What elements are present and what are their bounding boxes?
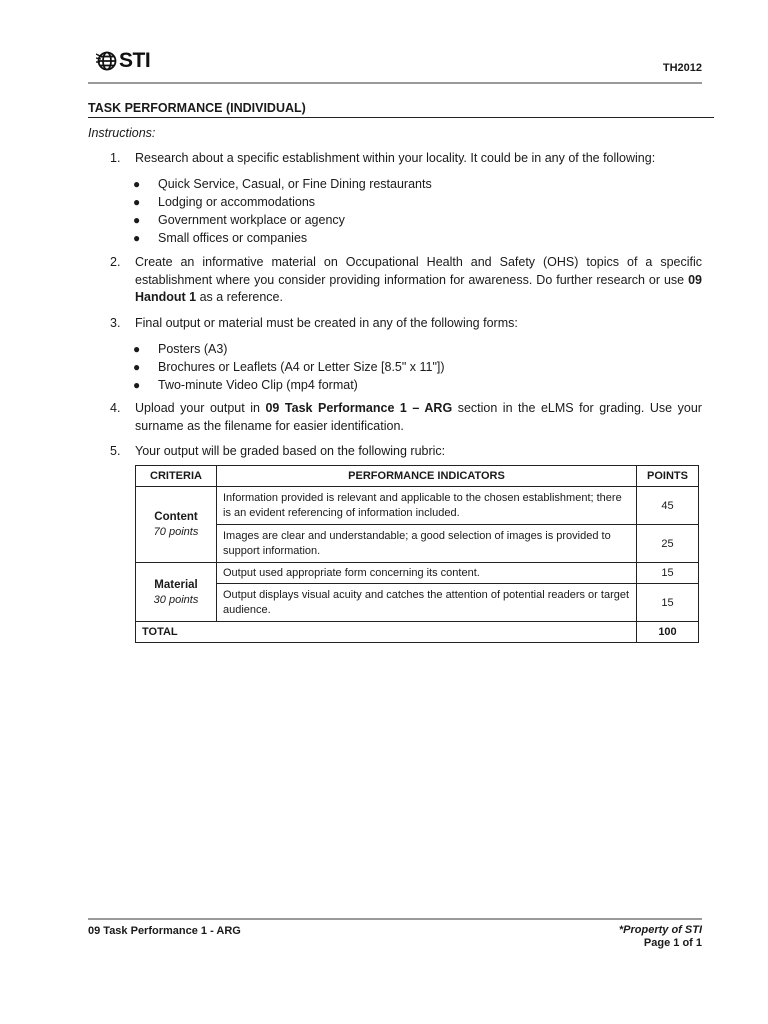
table-header-row bbox=[136, 466, 699, 487]
indicator-cell: Output used appropriate form concerning its content. bbox=[217, 563, 637, 584]
list-item: ● Lodging or accommodations bbox=[132, 194, 692, 212]
title-bar bbox=[88, 100, 714, 118]
table-row bbox=[136, 525, 699, 563]
criteria-content bbox=[136, 487, 217, 563]
globe-icon bbox=[96, 50, 118, 72]
bullet-icon: ● bbox=[133, 213, 141, 227]
page-title: TASK PERFORMANCE (INDIVIDUAL) bbox=[88, 101, 306, 115]
list-item: ● Two-minute Video Clip (mp4 format) bbox=[132, 377, 692, 395]
establishment-list bbox=[132, 176, 692, 248]
footer-right bbox=[619, 924, 702, 950]
criteria-name: Content bbox=[154, 511, 198, 523]
logo-text: STI bbox=[119, 49, 151, 72]
item-text: Create an informative material on Occupational Health and Safety (OHS) topics of a specific establishment where you consider providing information for awareness. Do further research or use 09 Handout 1 as a reference. bbox=[135, 255, 702, 304]
criteria-points: 70 points bbox=[153, 526, 199, 538]
criteria-points: 30 points bbox=[153, 593, 199, 606]
indicator-cell: Output displays visual acuity and catches the attention of potential readers or target audience. bbox=[217, 584, 637, 622]
table-total-row bbox=[136, 622, 699, 643]
criteria-name: Material bbox=[154, 578, 198, 591]
bullet-icon: ● bbox=[133, 195, 141, 209]
points-cell: 45 bbox=[637, 487, 699, 525]
sti-logo bbox=[96, 48, 150, 74]
item-number: 3. bbox=[110, 316, 121, 330]
table-row bbox=[136, 487, 699, 525]
page-footer bbox=[88, 918, 702, 949]
handout-reference: 09 Handout 1 bbox=[135, 272, 702, 304]
criteria-material bbox=[136, 563, 217, 622]
list-item: ● Quick Service, Casual, or Fine Dining restaurants bbox=[132, 176, 692, 194]
property-notice: *Property of STI bbox=[618, 924, 702, 936]
item-text: Your output will be graded based on the following rubric: bbox=[135, 444, 446, 458]
column-header-points: POINTS bbox=[637, 466, 699, 487]
list-item: ● Small offices or companies bbox=[132, 230, 692, 248]
bullet-icon: ● bbox=[133, 177, 141, 191]
column-header-indicators: PERFORMANCE INDICATORS bbox=[217, 466, 637, 487]
output-forms-list bbox=[132, 341, 692, 395]
rubric-table bbox=[135, 465, 699, 643]
instruction-item-2 bbox=[110, 254, 702, 307]
bullet-icon: ● bbox=[133, 360, 141, 374]
total-label: TOTAL bbox=[136, 622, 637, 643]
column-header-criteria: CRITERIA bbox=[136, 466, 217, 487]
item-number: 2. bbox=[110, 255, 121, 269]
instruction-item-4 bbox=[110, 400, 702, 435]
table-row bbox=[136, 584, 699, 622]
list-item: ● Posters (A3) bbox=[132, 341, 692, 359]
instruction-item-3 bbox=[110, 315, 702, 333]
indicator-cell: Images are clear and understandable; a good selection of images is provided to support information. bbox=[217, 525, 637, 563]
points-cell: 15 bbox=[637, 563, 699, 584]
table-row bbox=[136, 563, 699, 584]
instructions-label: Instructions: bbox=[88, 126, 156, 140]
item-number: 4. bbox=[110, 401, 121, 415]
list-item: ● Brochures or Leaflets (A4 or Letter Size [8.5" x 11"]) bbox=[132, 359, 692, 377]
page-header bbox=[88, 46, 702, 84]
item-number: 5. bbox=[110, 444, 121, 458]
instruction-item-1 bbox=[110, 150, 702, 168]
bullet-icon: ● bbox=[133, 378, 141, 392]
item-text: Research about a specific establishment within your locality. It could be in any of the following: bbox=[135, 151, 656, 165]
points-cell: 25 bbox=[637, 525, 699, 563]
item-text: Final output or material must be created in any of the following forms: bbox=[135, 316, 518, 330]
bullet-icon: ● bbox=[133, 231, 141, 245]
footer-document-name: 09 Task Performance 1 - ARG bbox=[88, 925, 241, 937]
total-points: 100 bbox=[637, 622, 699, 643]
instruction-item-5 bbox=[110, 443, 702, 461]
document-code: TH2012 bbox=[662, 62, 702, 74]
bullet-icon: ● bbox=[133, 342, 141, 356]
points-cell: 15 bbox=[637, 584, 699, 622]
item-number: 1. bbox=[110, 151, 121, 165]
page-number: Page 1 of 1 bbox=[643, 937, 702, 949]
item-text: Upload your output in 09 Task Performance 1 – ARG section in the eLMS for grading. Use your surname as the filename for easier identification. bbox=[135, 401, 702, 433]
indicator-cell: Information provided is relevant and applicable to the chosen establishment; there is an evident referencing of information included. bbox=[217, 487, 637, 525]
list-item: ● Government workplace or agency bbox=[132, 212, 692, 230]
task-reference: 09 Task Performance 1 – ARG bbox=[265, 401, 453, 415]
